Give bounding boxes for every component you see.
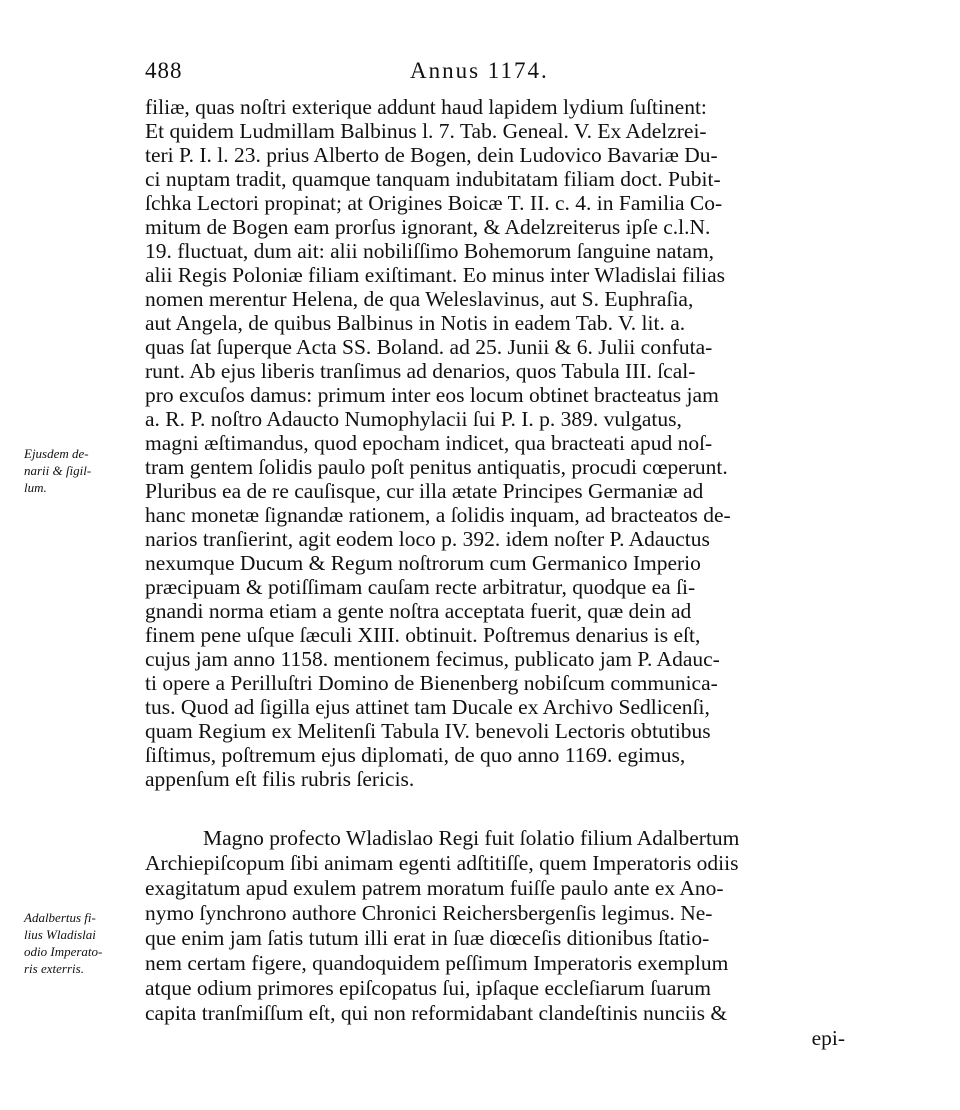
text-line: finem pene uſque ſæculi XIII. obtinuit. Poſtremus denarius is eſt, <box>145 623 701 647</box>
page-header <box>145 58 850 88</box>
page-number: 488 <box>145 58 183 83</box>
text-line: ti opere a Perilluſtri Domino de Bienenberg nobiſcum communica- <box>145 671 718 695</box>
text-line: filiæ, quas noſtri exterique addunt haud lapidem lydium ſuſtinent: <box>145 95 707 119</box>
text-line: nomen merentur Helena, de qua Weleslavinus, aut S. Euphraſia, <box>145 287 694 311</box>
text-line: alii Regis Poloniæ filiam exiſtimant. Eo minus inter Wladislai filias <box>145 263 726 287</box>
text-line: Et quidem Ludmillam Balbinus l. 7. Tab. Geneal. V. Ex Adelzrei- <box>145 119 707 143</box>
text-line: narios tranſierint, agit eodem loco p. 392. idem noſter P. Adauctus <box>145 527 710 551</box>
text-line: mitum de Bogen eam prorſus ignorant, & Adelzreiterus ipſe c.l.N. <box>145 215 711 239</box>
margin-note-line: Adalbertus fi- <box>24 910 96 925</box>
text-line: 19. fluctuat, dum ait: alii nobiliſſimo Bohemorum ſanguine natam, <box>145 239 715 263</box>
text-line: runt. Ab ejus liberis tranſimus ad denarios, quos Tabula III. ſcal- <box>145 359 696 383</box>
text-line: pro excuſos damus: primum inter eos locum obtinet bracteatus jam <box>145 383 719 407</box>
text-line: ci nuptam tradit, quamque tanquam indubitatam filiam doct. Pubit- <box>145 167 721 191</box>
catchword: epi- <box>811 1026 845 1050</box>
text-line: magni æſtimandus, quod epocham indicet, qua bracteati apud noſ- <box>145 431 713 455</box>
text-line: gnandi norma etiam a gente noſtra acceptata fuerit, quæ dein ad <box>145 599 692 623</box>
margin-note-line: Ejusdem de- <box>24 446 89 461</box>
text-line: tus. Quod ad ſigilla ejus attinet tam Ducale ex Archivo Sedlicenſi, <box>145 695 710 719</box>
text-line: nem certam figere, quandoquidem peſſimum Imperatoris exemplum <box>145 951 729 975</box>
margin-note-line: odio Imperato- <box>24 944 103 959</box>
margin-note-line: narii & ſigil- <box>24 463 92 478</box>
text-line: præcipuam & potiſſimam cauſam recte arbitratur, quodque ea ſi- <box>145 575 696 599</box>
text-line: Magno profecto Wladislao Regi fuit ſolatio filium Adalbertum <box>203 826 740 850</box>
text-line: a. R. P. noſtro Adaucto Numophylacii ſui P. I. p. 389. vulgatus, <box>145 407 682 431</box>
text-line: appenſum eſt filis rubris ſericis. <box>145 767 415 791</box>
text-line: ſchka Lectori propinat; at Origines Boicæ T. II. c. 4. in Familia Co- <box>145 191 723 215</box>
main-paragraph <box>145 95 845 791</box>
margin-note-line: lum. <box>24 480 47 495</box>
running-title: Annus 1174. <box>410 58 549 83</box>
margin-note-adalbertus <box>24 910 142 978</box>
text-line: nexumque Ducum & Regum noſtrorum cum Germanico Imperio <box>145 551 701 575</box>
text-line: teri P. I. l. 23. prius Alberto de Bogen, dein Ludovico Bavariæ Du- <box>145 143 718 167</box>
margin-note-line: lius Wladislai <box>24 927 96 942</box>
text-line: nymo ſynchrono authore Chronici Reichersbergenſis legimus. Ne- <box>145 901 713 925</box>
text-line: Archiepiſcopum ſibi animam egenti adſtitiſſe, quem Imperatoris odiis <box>145 851 739 875</box>
text-line: que enim jam ſatis tutum illi erat in ſuæ diœceſis ditionibus ſtatio- <box>145 926 710 950</box>
second-paragraph <box>145 826 845 1051</box>
text-line: tram gentem ſolidis paulo poſt penitus antiquatis, procudi cœperunt. <box>145 455 728 479</box>
margin-note-denarii <box>24 446 142 497</box>
text-line: ſiſtimus, poſtremum ejus diplomati, de quo anno 1169. egimus, <box>145 743 686 767</box>
text-line: quas ſat ſuperque Acta SS. Boland. ad 25. Junii & 6. Julii confuta- <box>145 335 713 359</box>
text-line: hanc monetæ ſignandæ rationem, a ſolidis inquam, ad bracteatos de- <box>145 503 731 527</box>
margin-note-line: ris exterris. <box>24 961 84 976</box>
text-line: quam Regium ex Melitenſi Tabula IV. benevoli Lectoris obtutibus <box>145 719 711 743</box>
text-line: cujus jam anno 1158. mentionem fecimus, publicato jam P. Adauc- <box>145 647 720 671</box>
text-line: capita tranſmiſſum eſt, qui non reformidabant clandeſtinis nunciis & <box>145 1001 728 1025</box>
text-line: exagitatum apud exulem patrem moratum fuiſſe paulo ante ex Ano- <box>145 876 724 900</box>
text-line: atque odium primores epiſcopatus ſui, ipſaque eccleſiarum ſuarum <box>145 976 711 1000</box>
text-line: Pluribus ea de re cauſisque, cur illa ætate Principes Germaniæ ad <box>145 479 704 503</box>
text-line: aut Angela, de quibus Balbinus in Notis in eadem Tab. V. lit. a. <box>145 311 686 335</box>
